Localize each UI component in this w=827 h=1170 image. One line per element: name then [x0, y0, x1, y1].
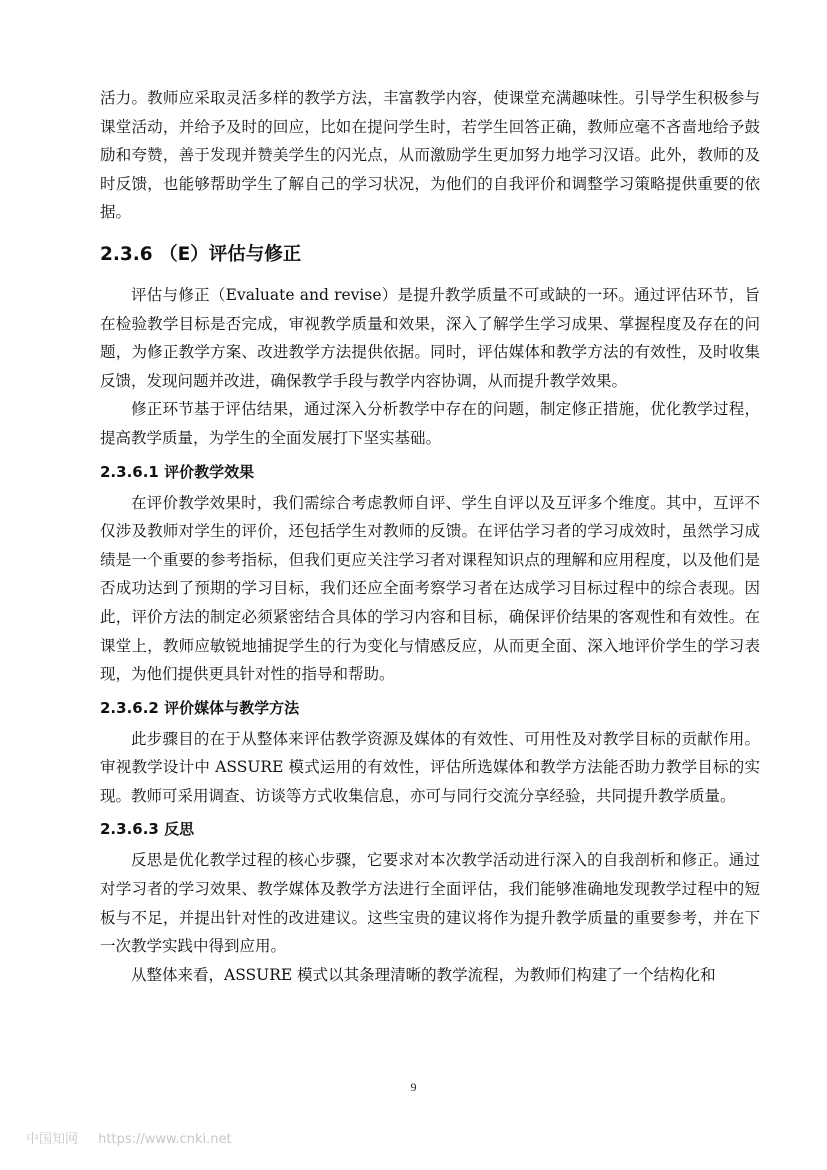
subsection-paragraph: 从整体来看，ASSURE 模式以其条理清晰的教学流程，为教师们构建了一个结构化和	[131, 965, 716, 984]
subsection-paragraph: 此步骤目的在于从整体来评估教学资源及媒体的有效性、可用性及对教学目标的贡献作用。审视教学设计中 ASSURE 模式运用的有效性，评估所选媒体和教学方法能否助力教学目标的实现。教师可采用调查、访谈等方式收集信息，亦可与同行交流分享经验，共同提升教学质量。	[100, 729, 760, 805]
cnki-watermark	[26, 1128, 248, 1147]
section-paragraph: 评估与修正（Evaluate and revise）是提升教学质量不可或缺的一环。通过评估环节，旨在检验教学目标是否完成，审视教学质量和效果，深入了解学生学习成果、掌握程度及存在的问题，为修正教学方案、改进教学方法提供依据。同时，评估媒体和教学方法的有效性，及时收集反馈，发现问题并改进，确保教学手段与教学内容协调，从而提升教学效果。	[100, 285, 760, 390]
subsection-heading-2-3-6-3: 2.3.6.3 反思	[100, 820, 195, 839]
subsection-heading-2-3-6-2: 2.3.6.2 评价媒体与教学方法	[100, 698, 300, 717]
page-number: 9	[410, 1080, 417, 1094]
intro-paragraph: 活力。教师应采取灵活多样的教学方法，丰富教学内容，使课堂充满趣味性。引导学生积极参与课堂活动，并给予及时的回应，比如在提问学生时，若学生回答正确，教师应毫不吝啬地给予鼓励和夸赞，善于发现并赞美学生的闪光点，从而激励学生更加努力地学习汉语。此外，教师的及时反馈，也能够帮助学生了解自己的学习状况，为他们的自我评价和调整学习策略提供重要的依据。	[100, 89, 760, 222]
subsection-paragraph: 反思是优化教学过程的核心步骤，它要求对本次教学活动进行深入的自我剖析和修正。通过对学习者的学习效果、教学媒体及教学方法进行全面评估，我们能够准确地发现教学过程中的短板与不足，并提出针对性的改进建议。这些宝贵的建议将作为提升教学质量的重要参考，并在下一次教学实践中得到应用。	[100, 851, 760, 956]
page-content	[100, 84, 760, 989]
section-paragraph: 修正环节基于评估结果，通过深入分析教学中存在的问题，制定修正措施，优化教学过程，提高教学质量，为学生的全面发展打下坚实基础。	[100, 400, 760, 447]
watermark-url: https://www.cnki.net	[98, 1132, 232, 1147]
watermark-brand: 中国知网	[26, 1132, 79, 1147]
section-heading-2-3-6: 2.3.6 （E）评估与修正	[100, 243, 302, 265]
subsection-paragraph: 在评价教学效果时，我们需综合考虑教师自评、学生自评以及互评多个维度。其中，互评不仅涉及教师对学生的评价，还包括学生对教师的反馈。在评估学习者的学习成效时，虽然学习成绩是一个重要的参考指标，但我们更应关注学习者对课程知识点的理解和应用程度，以及他们是否成功达到了预期的学习目标，我们还应全面考察学习者在达成学习目标过程中的综合表现。因此，评价方法的制定必须紧密结合具体的学习内容和目标，确保评价结果的客观性和有效性。在课堂上，教师应敏锐地捕捉学生的行为变化与情感反应，从而更全面、深入地评价学生的学习表现，为他们提供更具针对性的指导和帮助。	[100, 493, 760, 684]
subsection-heading-2-3-6-1: 2.3.6.1 评价教学效果	[100, 462, 255, 481]
